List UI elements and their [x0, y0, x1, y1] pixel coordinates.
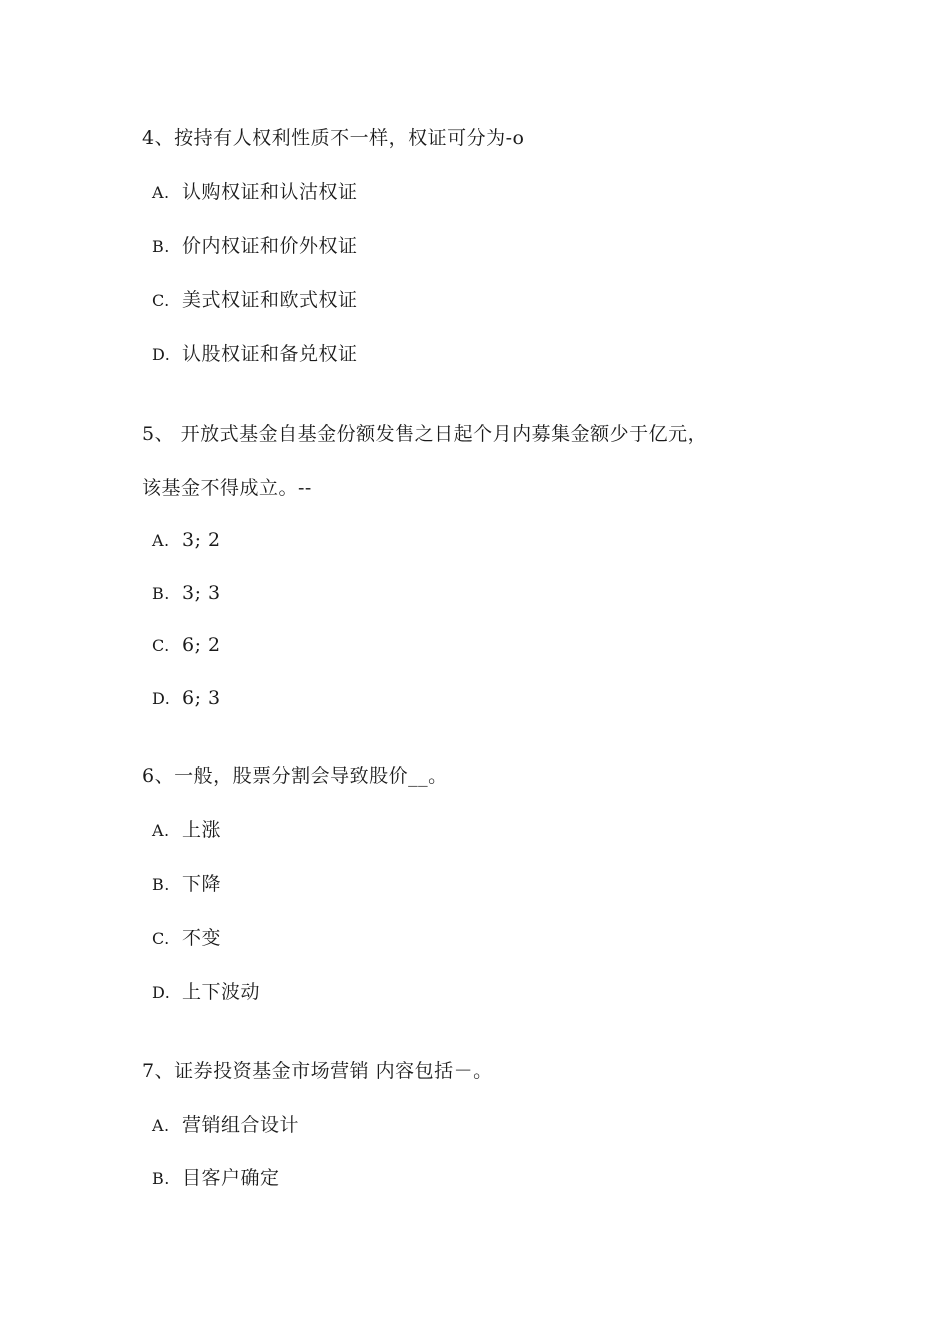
option-letter: A. [152, 183, 170, 202]
question-7-option-b [152, 1166, 280, 1191]
option-text: 3; 2 [182, 529, 221, 551]
question-5-option-c [152, 633, 221, 658]
option-letter: D. [152, 345, 171, 364]
question-4-option-d [152, 342, 358, 367]
question-4-stem: 4、按持有人权利性质不一样，权证可分为-o [142, 127, 525, 149]
option-text: 目客户确定 [182, 1167, 280, 1189]
option-text: 美式权证和欧式权证 [182, 289, 358, 311]
option-letter: C. [152, 929, 170, 948]
question-4-option-a [152, 180, 358, 205]
option-text: 下降 [182, 873, 222, 895]
option-letter: B. [152, 1169, 170, 1188]
question-5-option-a [152, 528, 221, 553]
option-text: 6; 3 [182, 687, 221, 709]
option-letter: B. [152, 584, 170, 603]
option-text: 上涨 [182, 819, 222, 841]
question-6-option-c [152, 926, 221, 951]
option-letter: D. [152, 983, 171, 1002]
question-5-option-d [152, 686, 221, 711]
question-6-stem: 6、一般，股票分割会导致股价__。 [142, 765, 448, 787]
option-letter: A. [152, 1116, 170, 1135]
question-6-option-a [152, 818, 221, 843]
option-letter: A. [152, 821, 170, 840]
question-4-option-b [152, 234, 358, 259]
option-text: 3; 3 [182, 582, 221, 604]
option-text: 不变 [182, 927, 222, 949]
option-letter: B. [152, 875, 170, 894]
option-text: 上下波动 [182, 981, 261, 1003]
question-7-stem: 7、证券投资基金市场营销 内容包括－。 [142, 1060, 493, 1082]
question-4-option-c [152, 288, 358, 313]
question-7-option-a [152, 1113, 299, 1138]
option-text: 营销组合设计 [182, 1114, 300, 1136]
option-letter: D. [152, 689, 171, 708]
option-letter: C. [152, 636, 170, 655]
option-text: 认购权证和认沽权证 [182, 181, 358, 203]
option-text: 认股权证和备兑权证 [182, 343, 358, 365]
option-letter: A. [152, 531, 170, 550]
question-5-stem-line-1: 5、 开放式基金自基金份额发售之日起个月内募集金额少于亿元， [142, 423, 708, 445]
question-5-option-b [152, 581, 221, 606]
option-letter: C. [152, 291, 170, 310]
option-letter: B. [152, 237, 170, 256]
question-6-option-b [152, 872, 221, 897]
option-text: 6; 2 [182, 634, 221, 656]
option-text: 价内权证和价外权证 [182, 235, 358, 257]
question-5-stem-line-2: 该基金不得成立。-- [142, 477, 312, 499]
question-6-option-d [152, 980, 260, 1005]
